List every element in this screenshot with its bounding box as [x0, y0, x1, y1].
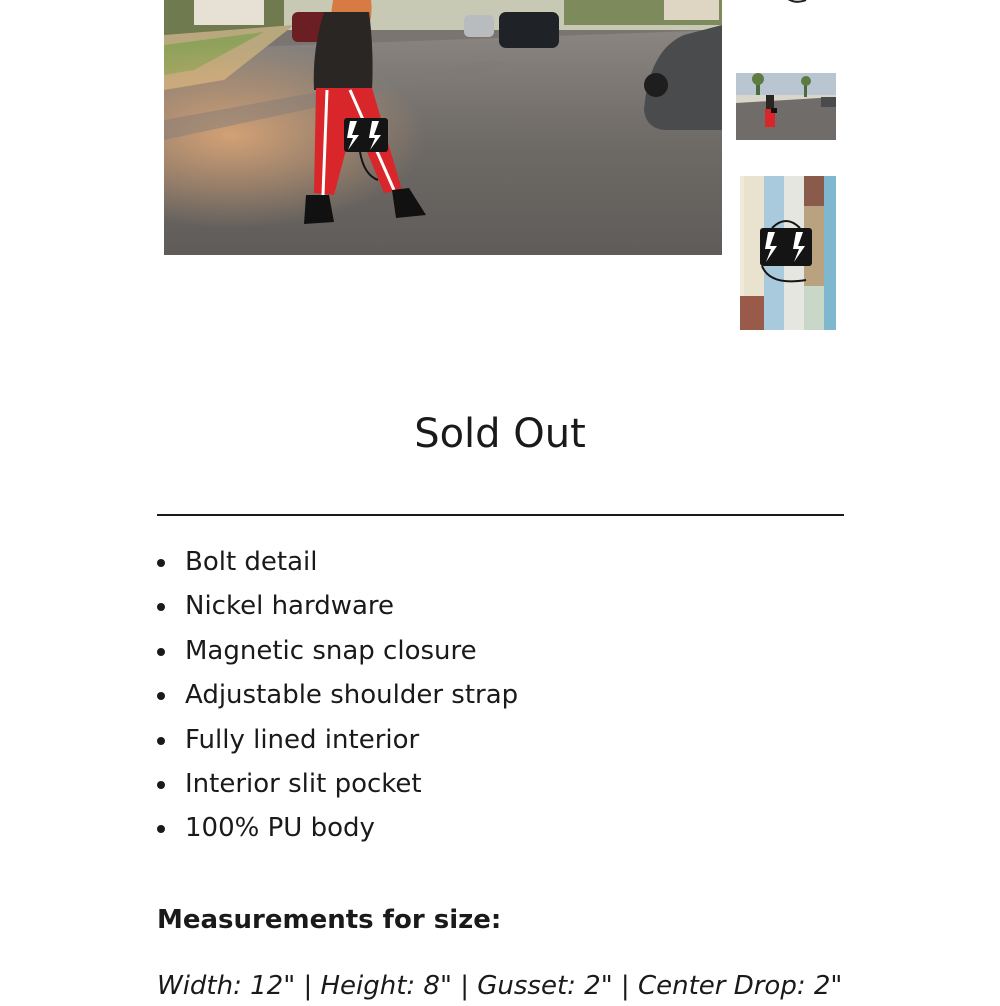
- measurements-heading: Measurements for size:: [157, 905, 502, 935]
- feature-text: Fully lined interior: [185, 724, 420, 755]
- thumbnail-1[interactable]: [736, 0, 836, 6]
- main-product-image[interactable]: [164, 0, 722, 255]
- list-item: [157, 584, 837, 628]
- measurements-values: Width: 12" | Height: 8" | Gusset: 2" | Center Drop: 2": [157, 971, 843, 1001]
- product-photo-street: [736, 73, 836, 140]
- feature-text: Interior slit pocket: [185, 768, 422, 799]
- bullet-icon: [157, 603, 165, 611]
- bullet-icon: [157, 692, 165, 700]
- feature-text: Adjustable shoulder strap: [185, 680, 519, 711]
- feature-text: 100% PU body: [185, 813, 375, 844]
- list-item: [157, 762, 837, 806]
- bullet-icon: [157, 781, 165, 789]
- thumbnail-3[interactable]: [740, 176, 836, 330]
- thumbnail-2[interactable]: [736, 73, 836, 140]
- sold-out-label: Sold Out: [414, 411, 586, 457]
- feature-text: Nickel hardware: [185, 591, 395, 622]
- bullet-icon: [157, 559, 165, 567]
- bullet-icon: [157, 737, 165, 745]
- list-item: [157, 673, 837, 717]
- feature-text: Bolt detail: [185, 547, 318, 577]
- bullet-icon: [157, 648, 165, 656]
- list-item: [157, 629, 837, 673]
- bullet-icon: [157, 825, 165, 833]
- product-photo-street: [164, 0, 722, 255]
- product-photo-partial: [736, 0, 836, 6]
- feature-list: [157, 540, 837, 851]
- list-item: [157, 540, 837, 584]
- list-item: [157, 718, 837, 762]
- divider: [157, 514, 844, 516]
- product-photo-wall: [740, 176, 836, 330]
- list-item: [157, 806, 837, 850]
- feature-text: Magnetic snap closure: [185, 635, 477, 666]
